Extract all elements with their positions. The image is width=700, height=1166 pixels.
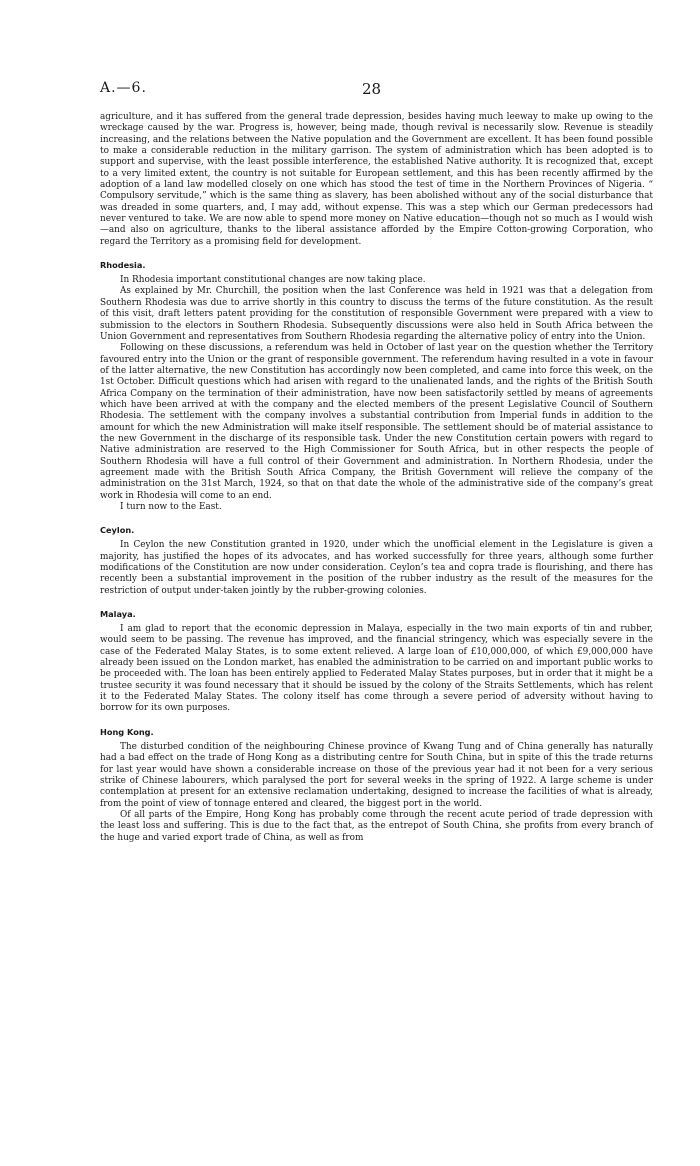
paragraph: I am glad to report that the economic depression in Malaya, especially in the two main exports of tin and rubber, would seem to be passing. The revenue has improved, and the financial stringency, which was especially severe in the case of the Federated Malay States, is to some extent relieved. A large loan of £10,000,000, of which £9,000,000 have already been issued on the London market, has enabled the administration to be carried on and important public works to be proceeded with. The loan has been entirely applied to Federated Malay States purposes, but in order that it might be a trustee security it was found necessary that it should be issued by the colony of the Straits Settlements, which has relent it to the Federated Malay States. The colony itself has come through a severe period of adversity without having to borrow for its own purposes. xyxy=(100,624,653,714)
section-malaya xyxy=(100,608,653,715)
section-heading-hong-kong: Hong Kong. xyxy=(100,726,154,737)
section-heading-malaya: Malaya. xyxy=(100,609,136,620)
paragraph: Of all parts of the Empire, Hong Kong has probably come through the recent acute period of trade depression with the least loss and suffering. This is due to the fact that, as the entrepot of South China, she profits from every branch of the huge and varied export trade of China, as well as from xyxy=(100,809,653,843)
paragraph: Following on these discussions, a referendum was held in October of last year on the question whether the Territory favoured entry into the Union or the grant of responsible government. The referendum having resulted in a vote in favour of the latter alternative, the new Constitution has accordingly now been completed, and came into force this week, on the 1st October. Difficult questions which had arisen with regard to the unalienated lands, and the rights of the British South Africa Company on the termination of their administration, have now been satisfactorily settled by means of agreements which have been arrived at with the company and the elected members of the present Legislative Council of Southern Rhodesia. The settlement with the company involves a substantial contribution from Imperial funds in addition to the amount for which the new Administration will make itself responsible. The settlement should be of material assistance to the new Government in the discharge of its responsible task. Under the new Constitution certain powers with regard to Native administration are reserved to the High Commissioner for South Africa, but in other respects the people of Southern Rhodesia will have a full control of their Government and administration. In Northern Rhodesia, under the agreement made with the British South Africa Company, the British Government will relieve the company of the administration on the 31st March, 1924, so that on that date the whole of the administrative side of the company’s great work in Rhodesia will come to an end. xyxy=(100,343,653,501)
paragraph: The disturbed condition of the neighbouring Chinese province of Kwang Tung and of China generally has naturally had a bad effect on the trade of Hong Kong as a distributing centre for South China, but in spite of this the trade returns for last year would have shown a considerable increase on those of the previous year had it not been for a very serious strike of Chinese labourers, which paralysed the port for several weeks in the spring of 1922. A large scheme is under contemplation at present for an extensive reclamation undertaking, designed to increase the facilities of what is already, from the point of view of tonnage entered and cleared, the biggest port in the world. xyxy=(100,741,653,809)
paragraph: I turn now to the East. xyxy=(120,502,222,512)
section-rhodesia xyxy=(100,259,653,513)
page-number: 28 xyxy=(362,80,382,98)
section-hong-kong xyxy=(100,726,653,844)
paragraph: In Rhodesia important constitutional changes are now taking place. xyxy=(120,275,426,286)
section-heading-rhodesia: Rhodesia. xyxy=(100,260,146,271)
page-header xyxy=(100,80,653,100)
paragraph: As explained by Mr. Churchill, the position when the last Conference was held in 1921 was that a delegation from Southern Rhodesia was due to arrive shortly in this country to discuss the terms of the future constitution. As the result of this visit, draft letters patent providing for the constitution of responsible Government were prepared with a view to submission to the electors in Southern Rhodesia. Subsequently discussions were also held in South Africa between the Union Government and representatives from Southern Rhodesia regarding the alternative policy of entry into the Union. xyxy=(100,286,653,342)
section-ceylon xyxy=(100,524,653,597)
page-body xyxy=(100,112,653,844)
intro-paragraph: agriculture, and it has suffered from the general trade depression, besides having much leeway to make up owing to the wreckage caused by the war. Progress is, however, being made, though revival is necessarily slow. Revenue is steadily increasing, and the relations between the Native population and the Government are excellent. It has been found possible to make a considerable reduction in the military garrison. The system of administration which has been adopted is to support and supervise, with the least possible interference, the established Native authority. It is recognized that, except to a very limited extent, the country is not suitable for European settlement, and this has been recently affirmed by the adoption of a land law modelled closely on one which has stood the test of time in the Northern Provinces of Nigeria. “ Compulsory servitude,” which is the same thing as slavery, has been abolished without any of the social disturbance that was dreaded in some quarters, and, I may add, without expense. This was a step which our German predecessors had never ventured to take. We are now able to spend more money on Native education—though not so much as I would wish—and also on agriculture, thanks to the liberal assistance afforded by the Empire Cotton-growing Corporation, who regard the Territory as a promising field for development. xyxy=(100,112,653,247)
document-reference: A.—6. xyxy=(100,80,147,96)
paragraph: In Ceylon the new Constitution granted in 1920, under which the unofficial element in the Legislature is given a majority, has justified the hopes of its advocates, and has worked successfully for three years, although some further modifications of the Constitution are now under consideration. Ceylon’s tea and copra trade is flourishing, and there has recently been a substantial improvement in the position of the rubber industry as the result of the measures for the restriction of output under-taken jointly by the rubber-growing colonies. xyxy=(100,540,653,596)
section-heading-ceylon: Ceylon. xyxy=(100,525,135,536)
